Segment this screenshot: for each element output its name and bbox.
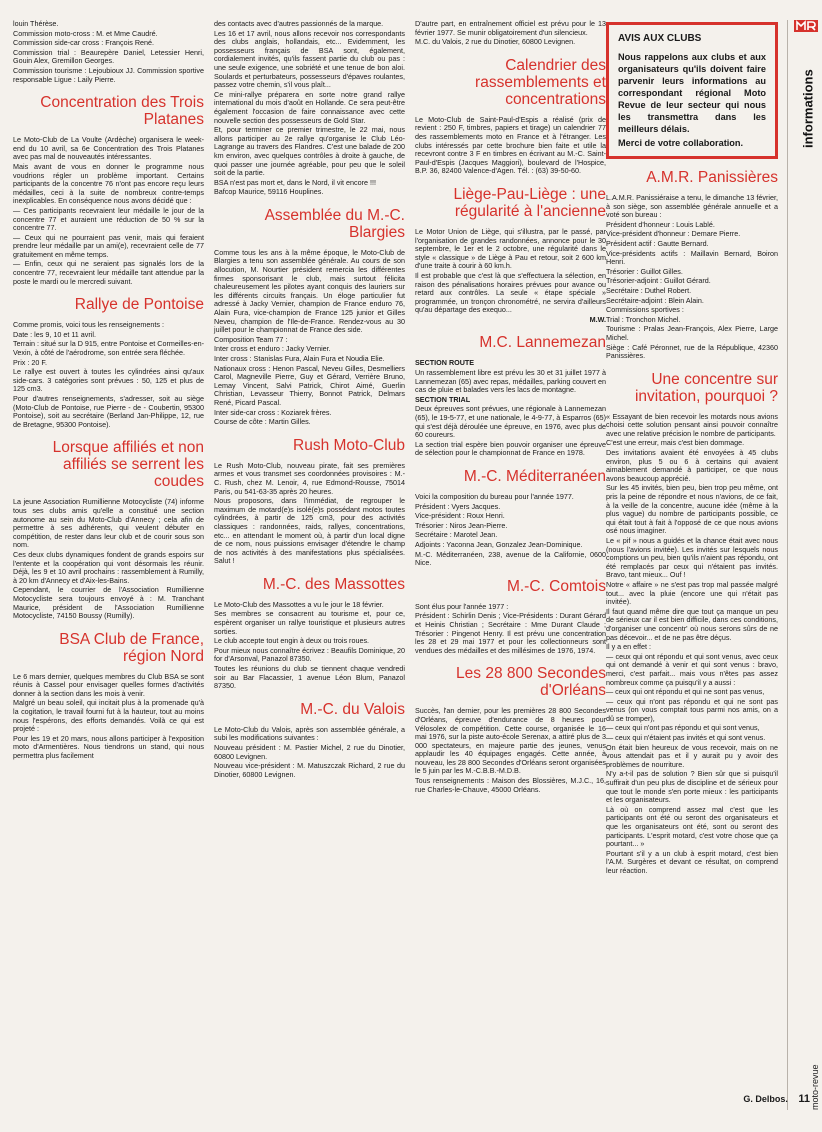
paragraph: Pourtant s'il y a un club à esprit motard, c'est bien l'A.M. Surgères et devant ce résultat, on comprend leur réaction.: [606, 848, 778, 875]
paragraph: Là où on comprend assez mal c'est que les participants ont été ou seront des organisateurs et que les organisateurs ont été, sont ou seront des participants. L'esprit motard, c'est votre chose que ça pourtant... »: [606, 804, 778, 849]
paragraph: N'y a-t-il pas de solution ? Bien sûr que si puisqu'il suffirait d'un peu plus de discipline et de sérieux pour que tout le monde s'en porte mieux : les participants et les organisateurs.: [606, 769, 778, 805]
article-headline: Rallye de Pontoise: [74, 296, 204, 314]
paragraph: Commission side-car cross : François René.: [13, 38, 154, 48]
author: G. Delbos.: [743, 1094, 788, 1104]
paragraph: Le Moto-Club des Massottes a vu le jour le 18 février.: [214, 599, 384, 609]
paragraph: Siège : Café Péronnet, rue de la République, 42360 Panissières.: [606, 342, 778, 361]
column-divider: [787, 20, 788, 1110]
paragraph: Mais avant de vous en donner le programme nous voudrions régler un problème important. Certains participants de la concentre 76 n'ont pas encore reçu leurs médailles, ceci à la suite de nombreux contre-temps inexplicables. En conséquence nous avons décidé que :: [13, 161, 204, 206]
paragraph: Voici la composition du bureau pour l'année 1977.: [415, 492, 574, 501]
section-label: informations: [800, 69, 816, 149]
paragraph: Course de côte : Martin Gilles.: [214, 417, 311, 427]
paragraph: On était bien heureux de vous recevoir, mais on ne vous attendait pas et il y aurait pu y avoir des problèmes de nourriture.: [606, 742, 778, 769]
paragraph: Terrain : situé sur la D 915, entre Pontoise et Cormeilles-en-Vexin, à côté de l'aérodrome, son entrée sera fléchée.: [13, 339, 204, 358]
paragraph: Le Moto-Club du Valois, après son assemblée générale, a subi les modifications suivantes :: [214, 724, 405, 743]
paragraph: — ceux qui ont répondu et qui sont venus, avec ceux qui ont demandé à venir et qui sont venus : bravo, merci, c'est parfait... mais vous n'êtes pas assez nombreux comme ça puisqu'il y a aussi :: [606, 651, 778, 687]
paragraph: Pour les 19 et 20 mars, nous allons participer à l'exposition moto d'Armentières. Nous tiendrons un stand, qui nous permettra plus facilement: [13, 733, 204, 761]
paragraph: Un rassemblement libre est prévu les 30 et 31 juillet 1977 à Lannemezan (65) avec repas, médailles, parking couvert en cas de pluie et balades vers les lacs de montagne.: [415, 368, 606, 395]
paragraph: Notre « affaire » ne s'est pas trop mal passée malgré tout... avec la pluie (encore une qui n'était pas invitée).: [606, 579, 778, 607]
article-headline: M.C. Lannemezan: [479, 334, 606, 352]
column-2: [214, 20, 405, 780]
paragraph: M.-C. Méditerranéen, 238, avenue de la Californie, 0600 Nice.: [415, 549, 606, 568]
paragraph: Inter cross : Stanislas Fura, Alain Fura et Noudia Elie.: [214, 354, 385, 363]
paragraph: des contacts avec d'autres passionnés de la marque.: [214, 19, 384, 28]
article-headline: BSA Club de France, région Nord: [59, 630, 204, 665]
paragraph: Commission moto-cross : M. et Mme Caudré.: [13, 28, 158, 38]
paragraph: — ceux qui n'étaient pas invités et qui sont venus.: [606, 733, 766, 743]
paragraph: Composition Team 77 :: [214, 334, 288, 344]
paragraph: Il faut quand même dire que tout ça manque un peu de sérieux car il est bien difficile, dans ces conditions, d'organiser une concentr' où nous serons sûrs de ne pas décevoir... et de ne pas être déçus.: [606, 606, 778, 642]
paragraph: Ses membres se consacrent au tourisme et, pour ce, espèrent organiser un rallye touristique et plusieurs autres sorties.: [214, 609, 405, 636]
paragraph: Succès, l'an dernier, pour les premières 28 800 Secondes d'Orléans, épreuve d'endurance de 8 heures pour Vélosolex de compétition. Cette course, organisée le 16 mai 1976, sur la piste auto-école Serenax, a attiré plus de 3 000 spectateurs, en majeure partie des jeunes, venus applaudir les 40 équipages engagés. Cette année, à nouveau, les 28 800 Secondes d'Orléans seront organisées le 5 juin par les M.-C.B.B.-M.D.B.: [415, 706, 606, 776]
paragraph: Le club accepte tout engin à deux ou trois roues.: [214, 636, 370, 646]
paragraph: Inter cross et enduro : Jacky Vernier.: [214, 344, 331, 354]
paragraph: C'est une erreur, mais c'est bien dommage.: [606, 438, 745, 448]
paragraph: Bafcop Maurice, 59116 Houplines.: [214, 187, 324, 197]
paragraph: La jeune Association Rumillienne Motocycliste (74) informe tous ses clubs amis qu'elle a constitué une section autonome au sein du Moto-Club d'Annecy ; cela afin de permettre à ses adhérents, qui veulent débuter en compétition, de rester dans leur club et de courir sous son nom.: [13, 497, 204, 550]
paragraph: Commission trial : Beaurepère Daniel, Letessier Henri, Gouin Alex, Gremillon Georges.: [13, 47, 204, 66]
paragraph: Tourisme : Pralas Jean-François, Alex Pierre, Large Michel.: [606, 324, 778, 342]
article-headline: Liège-Pau-Liège : une régularité à l'ancienne: [453, 185, 606, 220]
column-1: [13, 20, 204, 762]
paragraph: Nous proposons, dans l'immédiat, de regrouper le maximum de motard(e)s isolé(e)s possédant motos toutes cylindrées, à partir de 125 cm3, pour des activités classiques : randonnées, raids, rallyes, concentrations, etc... en attendant le moment où, à partir d'un local digne de ce nom, nous puissions envisager d'étendre le champ de nos activités à des manifestations plus spécialisées. Salut !: [214, 496, 405, 566]
section-subheading: SECTION TRIAL: [415, 394, 471, 404]
paragraph: Nationaux cross : Henon Pascal, Neveu Gilles, Desmelliers Carol, Magneville Pierre, Guy et Gérard, Verrière Bruno, Lemay Vincent, Salvi Patrick, Chirot Aimé, Guerlin Christian, Levasseur Thierry, Bonnot Patrick, Delmars René, Picard Pascal.: [214, 363, 405, 407]
paragraph: La section trial espère bien pouvoir organiser une épreuve de sélection pour le championnat de France en 1978.: [415, 439, 606, 458]
paragraph: Président d'honneur : Louis Lablé.: [606, 219, 715, 229]
paragraph: Secrétaire-adjoint : Blein Alain.: [606, 295, 704, 305]
paragraph: Sur les 45 invités, bien peu, bien trop peu même, ont pris la peine de répondre et nous n'avions, de ce fait, à la veille de la concentre, aucune idée (même à la plus vague) du nombre de participants possible, ce qui était tout à fait à l'opposé de ce que nous avions osé nous imaginer.: [606, 483, 778, 536]
paragraph: Le Rush Moto-Club, nouveau pirate, fait ses premières armes et vous transmet ses coordonnées provisoires : M.-C. Rush, chez M. Lenoir, 4, rue Edmond-Rousse, 75014 Paris, ou 541-63-35 après 20 heures.: [214, 460, 405, 496]
paragraph: M.C. du Valois, 2 rue du Dinotier, 60800 Levignen.: [415, 37, 576, 47]
paragraph: « Essayant de bien recevoir les motards nous avions choisi cette solution pensant ainsi pouvoir connaître avec une relative précision le nombre de participants.: [606, 411, 778, 438]
paragraph: Date : les 9, 10 et 11 avril.: [13, 329, 96, 339]
paragraph: Président : Vyers Jacques.: [415, 501, 501, 511]
column-3: [415, 20, 606, 795]
paragraph: Cependant, le courrier de l'Association Rumillienne Motocycliste sera toujours envoyé à : M. Tranchant Maurice, président de l'Association Rumillienne Motocycliste, 74150 Boussy (Rumilly).: [13, 585, 204, 621]
paragraph: Des invitations avaient été envoyées à 45 clubs environ, plus 5 ou 6 à certains qui avaient aimablement demandé à participer, ce que nous avons beaucoup apprécié.: [606, 448, 778, 483]
paragraph: Trial : Tronchon Michel.: [606, 314, 681, 324]
paragraph: Le « pif » nous a guidés et la chance était avec nous (nous l'avions invitée). Les invités sur lesquels nous comptions un peu, bien qu'ils n'aient pas répondu, ont été remplacés par ceux qui n'étaient pas invités. Bravo, tant mieux... Ouf !: [606, 536, 778, 580]
paragraph: Trésorier : Guillot Gilles.: [606, 266, 683, 276]
paragraph: — Ceux qui ne pourraient pas venir, mais qui feraient prendre leur médaille par un ami(e), recevraient celle de 77 gratuitement en même temps.: [13, 232, 204, 259]
paragraph: Secrétaire : Marotel Jean.: [415, 530, 498, 540]
magazine-name: moto-revue: [810, 1064, 820, 1110]
paragraph: Le Motor Union de Liège, qui s'illustra, par le passé, par l'organisation de grandes randonnées, annonce pour le 30 septembre, le 1er et le 2 octobre, une régularité dans le style « classique » de Liège à Pau et retour, soit 2 600 km d'une traite à courir à 60 km.h.: [415, 226, 606, 271]
paragraph: L.A.M.R. Panissiéraise a tenu, le dimanche 13 février, à son siège, son assemblée générale annuelle et a voté son bureau :: [606, 193, 778, 220]
column-4-articles: [606, 169, 778, 876]
article-headline: Rush Moto-Club: [293, 436, 405, 454]
article-headline: Assemblée du M.-C. Blargies: [264, 206, 405, 241]
article-headline: A.M.R. Panissières: [646, 169, 778, 186]
paragraph: — ceux qui n'ont pas répondu et qui ne sont pas venus (on vous comptait tous parmi nos amis, on a dû se tromper),: [606, 696, 778, 723]
notice-title: AVIS AUX CLUBS: [618, 33, 702, 44]
notice-body: Nous rappelons aux clubs et aux organisateurs qu'ils doivent faire parvenir leurs informations au correspondant régional Moto Revue de leur secteur qui nous les transmettra dans les meilleurs délais.: [618, 52, 766, 134]
paragraph: — Ces participants recevraient leur médaille le jour de la concentre 77 et auraient une réduction de 50 % sur la concentre 77.: [13, 205, 204, 233]
column-4: [606, 20, 778, 877]
paragraph: Pour d'autres renseignements, s'adresser, soit au siège (Moto-Club de Pontoise, rue Pierre - de - Coubertin, 95300 Pontoise), soit au secrétaire (Berland Jan-Philippe, 12, rue de Bretagne, 95300 Pontoise).: [13, 394, 204, 429]
paragraph: — ceux qui ont répondu et qui ne sont pas venus,: [606, 687, 765, 697]
paragraph: — Enfin, ceux qui ne seraient pas signalés lors de la concentre 77, recevraient leur médaille tant attendue par la poste le mardi ou le mercredi suivant.: [13, 259, 204, 286]
article-headline: Calendrier des rassemblements et concentrations: [475, 56, 606, 108]
paragraph: Sont élus pour l'année 1977 :: [415, 601, 509, 611]
paragraph: Président actif : Gautte Bernard.: [606, 238, 709, 248]
paragraph: Deux épreuves sont prévues, une régionale à Lannemezan (65), le 19-5-77, et une nationale, le 4-9-77, à Esparros (65) qui s'est déjà déroulée une épreuve, en 1976, avec plus de 60 coureurs.: [415, 404, 606, 440]
page-footer: [720, 1093, 810, 1105]
paragraph: Le rallye est ouvert à toutes les cylindrées ainsi qu'aux side-cars. 3 catégories sont prévues : 50, 125 et plus de 125 cm3.: [13, 367, 204, 394]
paragraph: Tous renseignements : Maison des Blossières, M.J.C., 16, rue Charles-le-Chauve, 45000 Orléans.: [415, 776, 606, 794]
paragraph: Trésorier : Niros Jean-Pierre.: [415, 520, 508, 530]
paragraph: Nouveau vice-président : M. Matuszczak Richard, 2 rue du Dinotier, 60800 Levignen.: [214, 761, 405, 779]
paragraph: Vice-président d'honneur : Demare Pierre.: [606, 229, 741, 239]
article-headline: M.-C. des Massottes: [262, 575, 405, 593]
paragraph: louin Thérèse.: [13, 19, 59, 28]
paragraph: Président : Schirlin Denis ; Vice-Présidents : Durant Gérard et Heinis Christian ; Secrétaire : Mme Durant Claude ; Trésorier : Pingenot Henry. Il est prévu une concentration les 28 et 29 mai 1977 et pour les collectionneurs sont vendues des médailles et des millésimes de 1976, 1974.: [415, 611, 606, 655]
paragraph: Il y a en effet :: [606, 642, 652, 652]
article-headline: Lorsque affiliés et non affiliés se serrent les coudes: [52, 439, 204, 491]
page-number: 11: [798, 1093, 810, 1105]
article-headline: M.-C. Comtois: [506, 577, 606, 595]
article-signature: M.W.: [589, 314, 606, 324]
notice-thanks: Merci de votre collaboration.: [618, 138, 744, 148]
paragraph: Il est probable que c'est là que s'effectuera la sélection, en raison des pénalisations horaires prévues pour avance ou retard aux contrôles. La seule « étape spéciale » programmée, un tronçon chronométré, ne servira d'ailleurs qu'au départage des exequo...: [415, 270, 606, 315]
paragraph: Comme tous les ans à la même époque, le Moto-Club de Blargies a tenu son assemblée générale. Au cours de son allocution, M. Nourtier président remercia les différentes firmes sponsorisant le club, mais surtout félicita chaleureusement les pilotes ayant conquis des lauriers sur les différents circuits français. Un éloge particulier fut adressé à Jacky Vernier, champion de France enduro 76, Alain Fura, vice-champion de France 125 junior et Gilles Neveu, champion de l'Ile-de-France. Rendez-vous au 30 juillet pour le championnat de France des side.: [214, 247, 405, 335]
notice-box: [606, 22, 778, 159]
paragraph: Malgré un beau soleil, qui incitait plus à la promenade qu'à la cogitation, le travail fourni fut à la hauteur, tout au moins nous l'espérons, des efforts demandés. Voilà ce qui est projeté :: [13, 698, 204, 734]
article-headline: Une concentre sur invitation, pourquoi ?: [634, 370, 778, 405]
paragraph: Toutes les réunions du club se tiennent chaque vendredi soir au Bar Flacassier, 1 avenue Léon Blum, Panazol 87350.: [214, 664, 405, 691]
paragraph: D'autre part, en entraînement officiel est prévu pour le 13 février 1977. Se munir obligatoirement d'un silencieux.: [415, 19, 606, 37]
paragraph: Vice-présidents actifs : Maillavin Bernard, Boiron Henri.: [606, 248, 778, 267]
paragraph: Ces deux clubs dynamiques fondent de grands espoirs sur l'entente et la coopération qui vont désormais les réunir. Déjà, les 9 et 10 avril prochains : rassemblement à Rumilly, à 20 km d'Annecy et d'Aix-les-Bains.: [13, 549, 204, 585]
paragraph: Le Moto-Club de La Voulte (Ardèche) organisera le week-end du 10 avril, sa 6e Concentration des Trois Platanes avec pas mal de nouveautés intéressantes.: [13, 135, 204, 162]
paragraph: — ceux qui n'ont pas répondu et qui sont venus,: [606, 723, 760, 733]
paragraph: Trésorier-adjoint : Guillot Gérard.: [606, 276, 711, 286]
paragraph: Le 6 mars dernier, quelques membres du Club BSA se sont réunis à Cassel pour envisager quelles formes d'activités donner à la section dans les mois à venir.: [13, 671, 204, 698]
paragraph: Secrétaire : Duthel Robert.: [606, 285, 692, 295]
paragraph: Vice-président : Roux Henri.: [415, 511, 505, 521]
article-headline: M.-C. du Valois: [300, 700, 405, 718]
paragraph: Les 16 et 17 avril, nous allons recevoir nos correspondants des clubs anglais, hollandais, etc... Evidemment, les possesseurs français de BSA sont, également, cordialement invités, qu'ils fassent partie du club ou pas : une seule exigence, une sobriété et une tenue de bon aloi. Soulards et perturbateurs, possesseurs d'épaves roulantes, passez votre chemin, s'il vous plaît...: [214, 28, 405, 90]
paragraph: Le Moto-Club de Saint-Paul-d'Espis a réalisé (prix de revient : 250 F, timbres, papiers et tirage) un calendrier 77 des rassemblements moto en France et à l'étranger. Les clubs intéressés par cette brochure bien faite et utile la recevront contre 3 F en timbres en écrivant au M.-C. Saint-Paul-d'Espis (Jacques Maggiori), boulevard de l'Hospice, B.P. 36, 82400 Valence-d'Agen. Tél. : (63) 39-50-60.: [415, 114, 606, 176]
article-headline: M.-C. Méditerranéen: [463, 468, 606, 485]
moto-revue-logo-icon: [794, 20, 818, 32]
paragraph: BSA n'est pas mort et, dans le Nord, il vit encore !!!: [214, 177, 376, 187]
section-subheading: SECTION ROUTE: [415, 358, 475, 368]
paragraph: Nouveau président : M. Pastier Michel, 2 rue du Dinotier, 60800 Levignen.: [214, 743, 405, 761]
paragraph: Prix : 20 F.: [13, 357, 47, 367]
paragraph: Commissions sportives :: [606, 305, 684, 315]
paragraph: Pour mieux nous connaître écrivez : Beaufils Dominique, 20 for d'Arsonval, Panazol 87350.: [214, 645, 405, 664]
paragraph: Et, pour terminer ce premier trimestre, le 22 mai, nous allons participer au 2e rallye qu'organise le Club Léo-Lagrange au travers des Flandres. C'est une balade de 200 km environ, avec quelques contrôles à droite à gauche, de quoi passer une journée agréable, pour peu que le soleil soit de la partie.: [214, 125, 405, 178]
paragraph: Comme promis, voici tous les renseignements :: [13, 320, 164, 330]
paragraph: Commission tourisme : Lejoubioux JJ. Commission sportive responsable Ligue : Laily Pierre.: [13, 65, 204, 84]
article-headline: Les 28 800 Secondes d'Orléans: [456, 665, 606, 700]
paragraph: Ce mini-rallye préparera en sorte notre grand rallye international du mois d'août en Hollande. Ce sera peut-être également l'occasion de faire connaissance avec cette nouvelle section des possesseurs de Gold Star.: [214, 89, 405, 125]
article-headline: Concentration des Trois Platanes: [40, 94, 204, 129]
paragraph: Inter side-car cross : Koziarek frères.: [214, 407, 332, 417]
paragraph: Adjoints : Yaconna Jean, Gonzalez Jean-Dominique.: [415, 539, 583, 549]
